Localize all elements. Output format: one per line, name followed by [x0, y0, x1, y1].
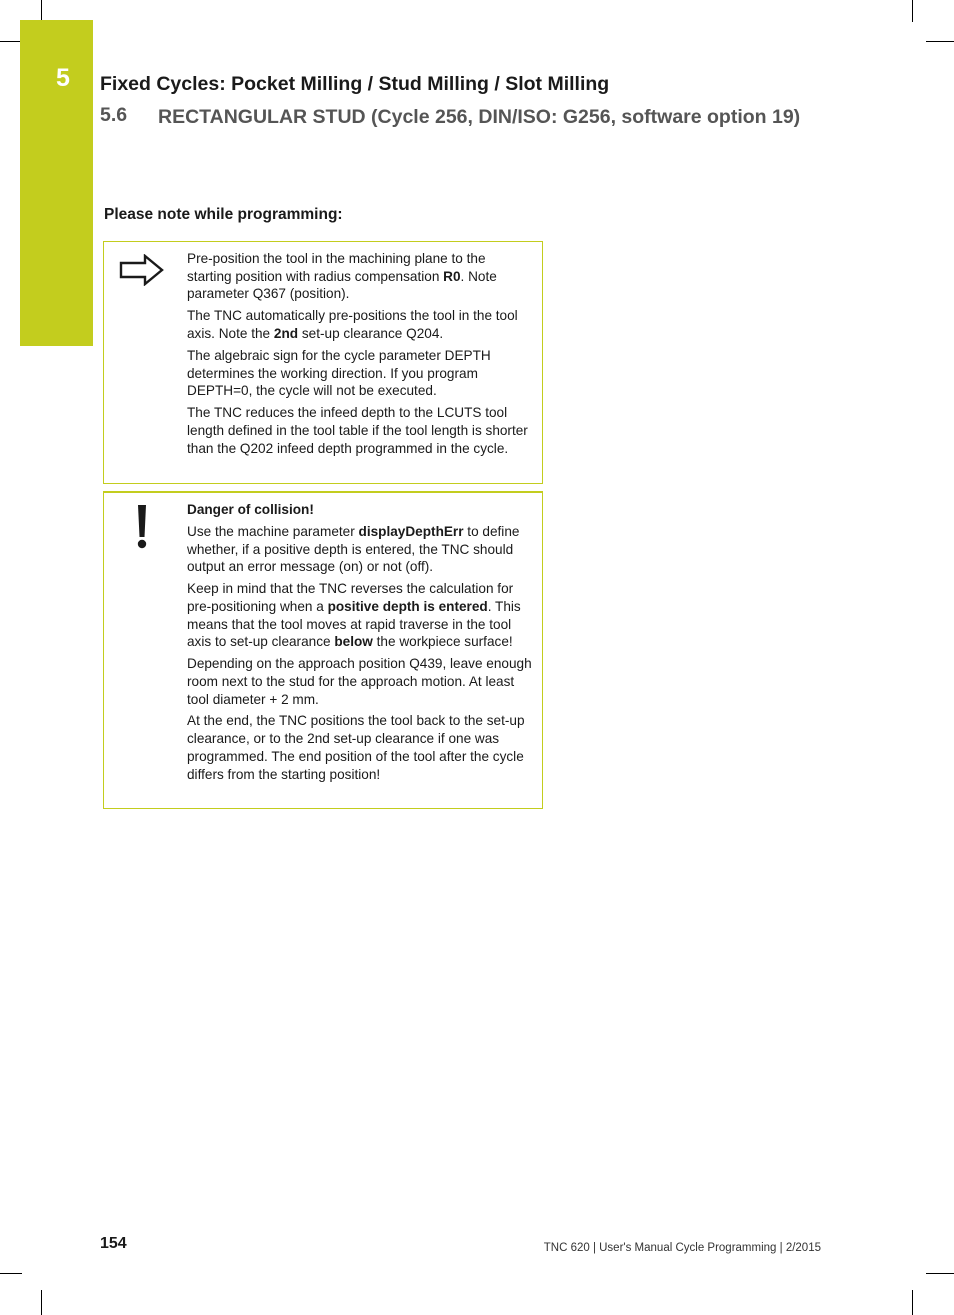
section-number: 5.6	[100, 104, 128, 126]
note-paragraph: The algebraic sign for the cycle parameter DEPTH determines the working direction. If you program DEPTH=0, the cycle will not be executed.	[187, 347, 491, 399]
crop-mark	[912, 1290, 913, 1315]
crop-mark	[912, 0, 913, 22]
crop-mark	[0, 1273, 22, 1274]
warning-box	[103, 491, 543, 809]
warning-paragraph: At the end, the TNC positions the tool back to the set-up clearance, or to the 2nd set-up clearance if one was programmed. The end position of the tool after the cycle differs from the starting position!	[187, 713, 525, 782]
note-heading: Please note while programming:	[104, 206, 343, 223]
warning-paragraph: Use the machine parameter displayDepthErr to define whether, if a positive depth is entered, the TNC should output an error message (on) or not (off).	[187, 523, 520, 575]
crop-mark	[41, 0, 42, 22]
crop-mark	[926, 1273, 954, 1274]
page-number: 154	[100, 1235, 127, 1252]
note-paragraph: Pre-position the tool in the machining plane to the starting position with radius compensation R0. Note parameter Q367 (position).	[187, 251, 497, 302]
warning-paragraph: Depending on the approach position Q439, leave enough room next to the stud for the approach motion. At least tool diameter + 2 mm.	[187, 656, 532, 707]
note-box	[103, 241, 543, 484]
warning-paragraph: Keep in mind that the TNC reverses the calculation for pre-positioning when a positive depth is entered. This means that the tool moves at rapid traverse in the tool axis to set-up clearance below the workpiece surface!	[187, 581, 521, 650]
arrow-right-icon	[119, 254, 165, 291]
exclamation-icon	[134, 503, 150, 556]
chapter-title: Fixed Cycles: Pocket Milling / Stud Milling / Slot Milling	[100, 73, 610, 95]
note-paragraph: The TNC automatically pre-positions the tool in the tool axis. Note the 2nd set-up clearance Q204.	[187, 308, 518, 341]
section-title: RECTANGULAR STUD (Cycle 256, DIN/ISO: G256, software option 19)	[158, 106, 801, 128]
note-paragraph: The TNC reduces the infeed depth to the LCUTS tool length defined in the tool table if the tool length is shorter than the Q202 infeed depth programmed in the cycle.	[187, 405, 528, 456]
footer-text: TNC 620 | User's Manual Cycle Programming | 2/2015	[543, 1242, 821, 1254]
crop-mark	[41, 1290, 42, 1315]
warning-title: Danger of collision!	[187, 502, 314, 517]
chapter-number: 5	[56, 64, 70, 92]
crop-mark	[926, 41, 954, 42]
crop-mark	[0, 41, 22, 42]
